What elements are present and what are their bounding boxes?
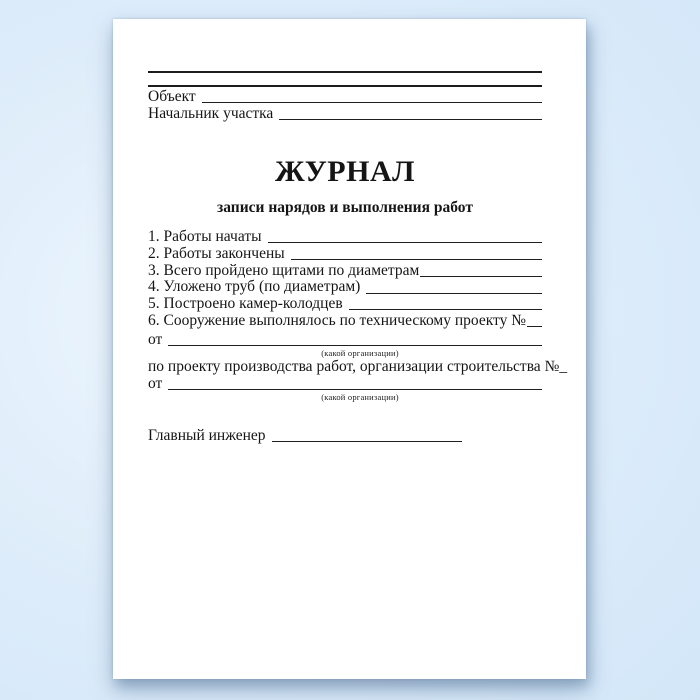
object-row bbox=[148, 88, 542, 105]
chief-engineer-row bbox=[148, 427, 542, 444]
list-item bbox=[148, 263, 542, 280]
list-item bbox=[148, 229, 542, 246]
top-rule-first bbox=[148, 71, 542, 73]
items-list bbox=[148, 229, 542, 330]
item-6-blank-line bbox=[527, 326, 542, 327]
chief-engineer-label: Главный инженер bbox=[148, 427, 266, 444]
from-1-blank-line bbox=[168, 345, 542, 346]
item-5-blank-line bbox=[349, 309, 542, 310]
item-3-label: 3. Всего пройдено щитами по диаметрам bbox=[148, 261, 420, 279]
item-1-label: 1. Работы начаты bbox=[148, 228, 262, 245]
journal-subtitle: записи нарядов и выполнения работ bbox=[217, 199, 473, 216]
list-item bbox=[148, 296, 542, 313]
document-page bbox=[113, 19, 586, 679]
from-2-label: от bbox=[148, 375, 163, 392]
chief-engineer-blank-line bbox=[272, 441, 462, 442]
object-blank-line bbox=[202, 102, 542, 103]
list-item bbox=[148, 279, 542, 296]
from-2-blank-line bbox=[168, 389, 542, 390]
site-chief-row bbox=[148, 105, 542, 122]
from-row-1 bbox=[148, 331, 542, 348]
item-2-blank-line bbox=[291, 259, 542, 260]
item-1-blank-line bbox=[268, 242, 542, 243]
item-3-blank-line bbox=[420, 276, 542, 277]
list-item bbox=[148, 313, 542, 330]
list-item bbox=[148, 246, 542, 263]
item-4-label: 4. Уложено труб (по диаметрам) bbox=[148, 278, 361, 296]
project-row: по проекту производства работ, организации строительства №_ bbox=[148, 358, 568, 375]
organization-caption-2: (какой организации) bbox=[321, 392, 399, 402]
item-6-label: 6. Сооружение выполнялось по техническому проекту № bbox=[148, 311, 527, 329]
journal-title: ЖУРНАЛ bbox=[275, 155, 415, 188]
from-row-2 bbox=[148, 375, 542, 392]
item-2-label: 2. Работы закончены bbox=[148, 244, 285, 262]
from-1-label: от bbox=[148, 331, 163, 348]
object-label: Объект bbox=[148, 88, 196, 105]
organization-caption-1: (какой организации) bbox=[321, 348, 399, 358]
site-chief-blank-line bbox=[279, 119, 542, 120]
site-chief-label: Начальник участка bbox=[148, 105, 274, 122]
item-4-blank-line bbox=[366, 293, 542, 294]
item-5-label: 5. Построено камер-колодцев bbox=[148, 295, 343, 313]
